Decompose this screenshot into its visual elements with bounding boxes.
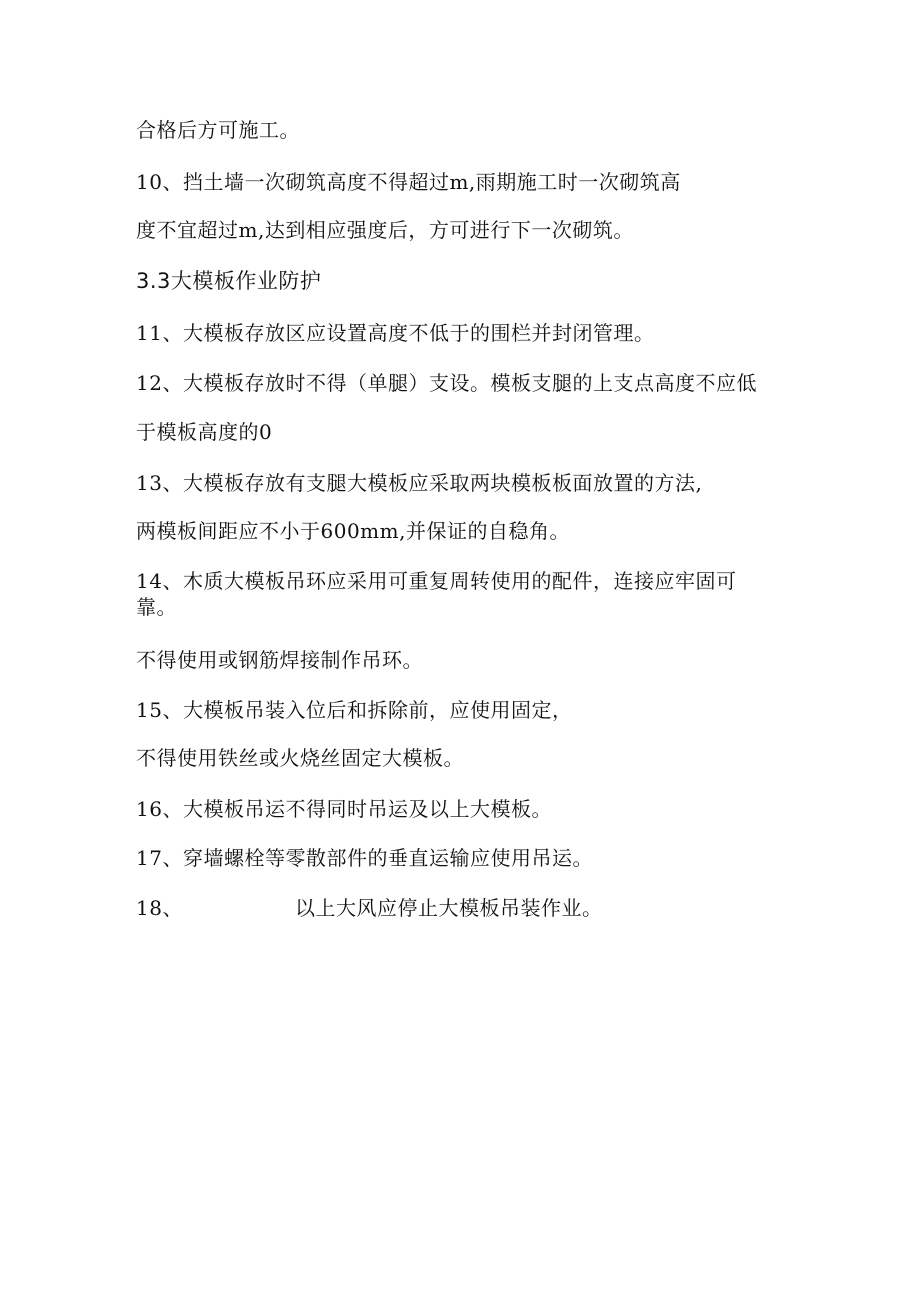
text-line-item-18	[136, 896, 602, 920]
section-heading: 3.3大模板作业防护	[136, 269, 322, 293]
text-line: 靠。	[136, 595, 177, 619]
text-line: 13、大模板存放有支腿大模板应采取两块模板板面放置的方法,	[136, 471, 703, 495]
item-number: 18、	[136, 896, 183, 920]
text-line: 不得使用铁丝或火烧丝固定大模板。	[136, 746, 464, 770]
text-line: 15、大模板吊装入位后和拆除前，应使用固定，	[136, 698, 573, 722]
text-line: 不得使用或钢筋焊接制作吊环。	[136, 648, 423, 672]
item-text: 以上大风应停止大模板吊装作业。	[294, 896, 603, 920]
text-line: 17、穿墙螺栓等零散部件的垂直运输应使用吊运。	[136, 846, 593, 870]
text-line: 合格后方可施工。	[136, 118, 300, 142]
text-line: 两模板间距应不小于600mm,并保证的自稳角。	[136, 519, 570, 543]
text-line: 10、挡土墙一次砌筑高度不得超过m,雨期施工时一次砌筑高	[136, 170, 681, 194]
text-line: 16、大模板吊运不得同时吊运及以上大模板。	[136, 797, 552, 821]
text-line: 12、大模板存放时不得（单腿）支设。模板支腿的上支点高度不应低	[136, 371, 757, 395]
text-line: 于模板高度的0	[136, 420, 273, 444]
text-line: 度不宜超过m,达到相应强度后，方可进行下一次砌筑。	[136, 218, 634, 242]
text-line: 11、大模板存放区应设置高度不低于的围栏并封闭管理。	[136, 321, 655, 345]
text-line: 14、木质大模板吊环应采用可重复周转使用的配件，连接应牢固可	[136, 569, 737, 593]
